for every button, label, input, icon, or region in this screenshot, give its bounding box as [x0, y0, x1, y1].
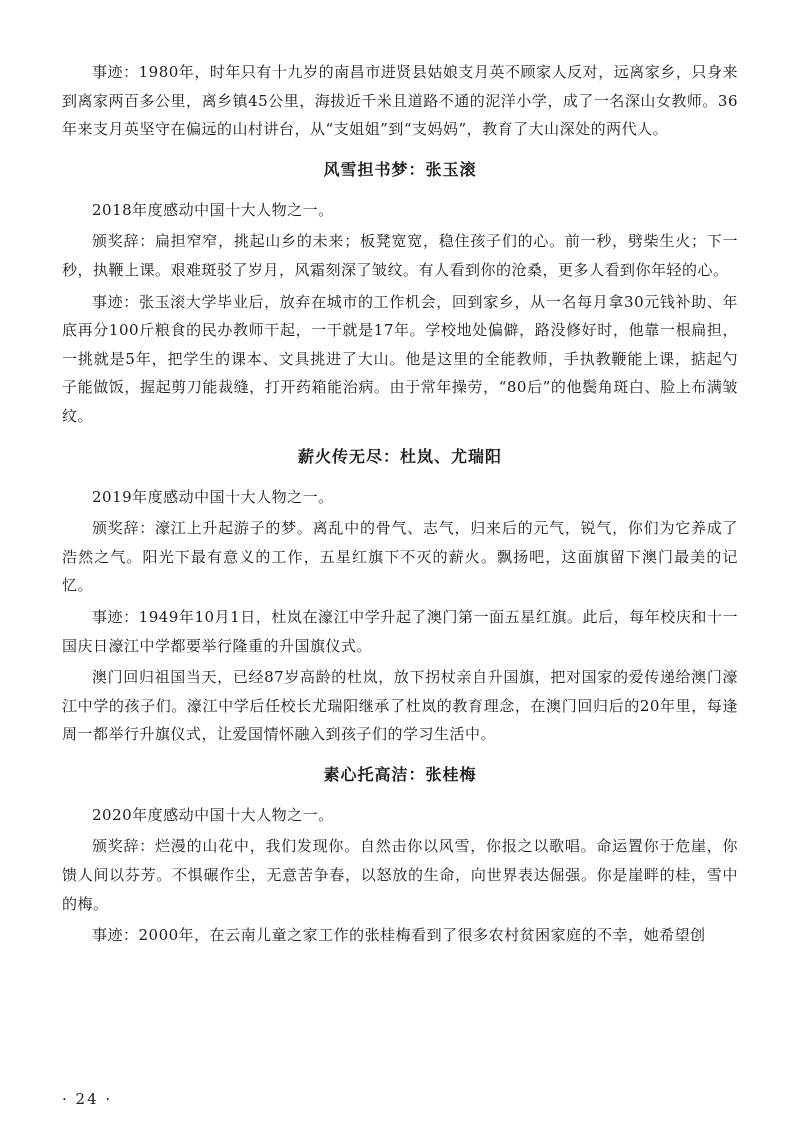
- section-heading: 风雪担书梦：张玉滚: [323, 159, 477, 179]
- citation-paragraph: 颁奖辞：烂漫的山花中，我们发现你。自然击你以风雪，你报之以歌唱。命运置你于危崖，你馈人间以芬芳。不惧碾作尘，无意苦争春，以怒放的生命，向世界表达倔强。你是崖畔的桂，雪中的梅。: [62, 837, 738, 913]
- section-zhang-yugun: [62, 154, 738, 431]
- deeds-paragraph: 澳门回归祖国当天，已经87岁高龄的杜岚，放下拐杖亲自升国旗，把对国家的爱传递给澳门濠江中学的孩子们。濠江中学后任校长尤瑞阳继承了杜岚的教育理念，在澳门回归后的20年里，每逢周一都举行升旗仪式，让爱国情怀融入到孩子们的学习生活中。: [62, 668, 738, 744]
- deeds-paragraph: 事迹：2000年，在云南儿童之家工作的张桂梅看到了很多农村贫困家庭的不幸，她希望创: [92, 926, 706, 945]
- award-line: 2020年度感动中国十大人物之一。: [92, 805, 334, 824]
- section-zhang-guimei: [62, 759, 738, 950]
- deeds-paragraph: 事迹：1949年10月1日，杜岚在濠江中学升起了澳门第一面五星红旗。此后，每年校庆和十一国庆日濠江中学都要举行隆重的升国旗仪式。: [62, 607, 738, 655]
- citation-paragraph: 颁奖辞：濠江上升起游子的梦。离乱中的骨气、志气，归来后的元气，锐气，你们为它养成了浩然之气。阳光下最有意义的工作，五星红旗下不灭的薪火。飘扬吧，这面旗留下澳门最美的记忆。: [62, 519, 738, 595]
- award-line: 2019年度感动中国十大人物之一。: [92, 487, 334, 506]
- deeds-paragraph: 事迹：张玉滚大学毕业后，放弃在城市的工作机会，回到家乡，从一名每月拿30元钱补助、年底再分100斤粮食的民办教师干起，一干就是17年。学校地处偏僻，路没修好时，他靠一根扁担，一挑就是5年，把学生的课本、文具挑进了大山。他是这里的全能教师，手执教鞭能上课，掂起勺子能做饭，握起剪刀能裁缝，打开药箱能治病。由于常年操劳，“80后”的他鬓角斑白、脸上布满皱纹。: [62, 292, 738, 425]
- intro-section: [62, 58, 738, 144]
- section-heading: 薪火传无尽：杜岚、尤瑞阳: [297, 446, 502, 466]
- award-line: 2018年度感动中国十大人物之一。: [92, 200, 334, 219]
- citation-paragraph: 颁奖辞：扁担窄窄，挑起山乡的未来；板凳宽宽，稳住孩子们的心。前一秒，劈柴生火；下一秒，执鞭上课。艰难斑驳了岁月，风霜刻深了皱纹。有人看到你的沧桑，更多人看到你年轻的心。: [62, 232, 738, 279]
- section-heading: 素心托高洁：张桂梅: [323, 764, 477, 784]
- page-number: · 24 ·: [62, 1090, 113, 1108]
- intro-paragraph: 事迹：1980年，时年只有十九岁的南昌市进贤县姑娘支月英不顾家人反对，远离家乡，只身来到离家两百多公里，离乡镇45公里，海拔近千米且道路不通的泥洋小学，成了一名深山女教师。36年来支月英坚守在偏远的山村讲台，从“支姐姐”到“支妈妈”，教育了大山深处的两代人。: [62, 63, 738, 139]
- section-du-lan-you-ruiyang: [62, 441, 738, 749]
